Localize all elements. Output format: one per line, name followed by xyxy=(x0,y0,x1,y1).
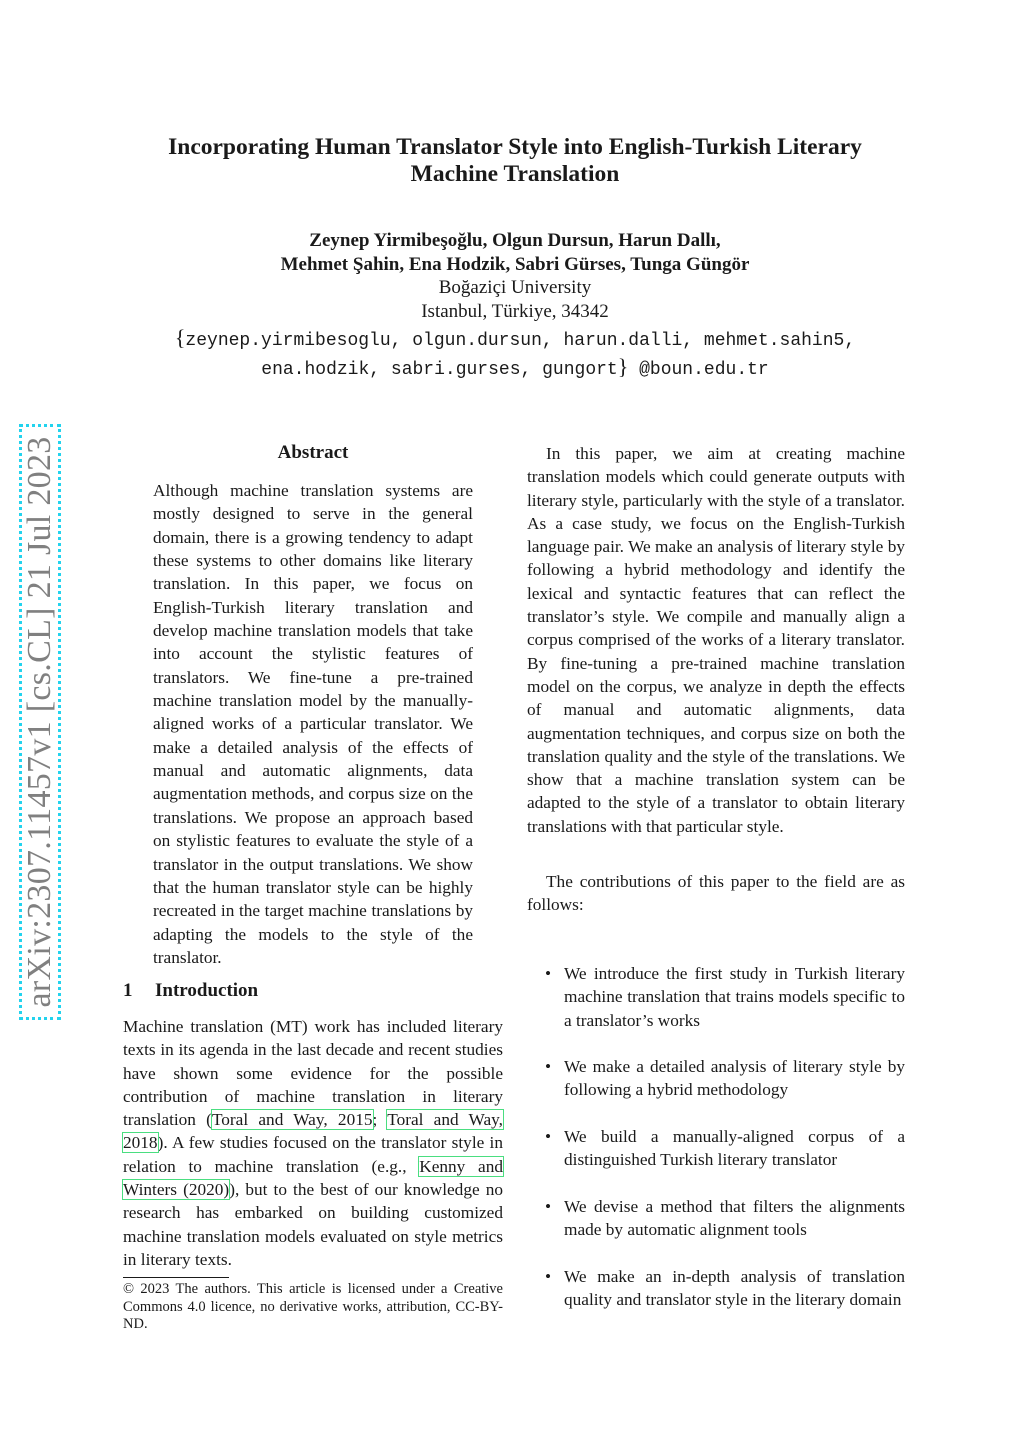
contribution-item xyxy=(545,1195,905,1242)
author-names-line-2: Mehmet Şahin, Ena Hodzik, Sabri Gürses, Tunga Güngör xyxy=(280,253,750,275)
citation-link[interactable]: Toral and Way, 2018 xyxy=(123,1110,503,1153)
affiliation: Boğaziçi University xyxy=(438,277,592,298)
author-emails xyxy=(100,325,930,383)
contribution-item xyxy=(545,962,905,1032)
address: Istanbul, Türkiye, 34342 xyxy=(421,300,609,322)
paper-title: Incorporating Human Translator Style into English-Turkish Literary Machine Translation xyxy=(168,134,862,187)
close-brace: } xyxy=(617,354,629,379)
emails-line-2: ena.hodzik, sabri.gurses, gungort xyxy=(261,360,618,380)
contribution-item xyxy=(545,1055,905,1102)
author-block xyxy=(150,229,880,323)
introduction-paragraph xyxy=(123,1015,503,1271)
intro-text-part: ). A few studies focused on the translator style in relation to machine translation (e.g., xyxy=(123,1133,503,1176)
right-column-paragraph-2: The contributions of this paper to the field are as follows: xyxy=(527,872,905,915)
contribution-text: We build a manually-aligned corpus of a distinguished Turkish literary translator xyxy=(564,1127,905,1170)
citation-separator: ; xyxy=(372,1110,388,1130)
footnote-rule xyxy=(123,1277,229,1278)
bullet-icon: • xyxy=(545,1127,552,1146)
section-number: 1 xyxy=(123,980,133,1001)
right-column-paragraph-1: In this paper, we aim at creating machine translation models which could generate outputs with literary style, particularly with the style of a translator. As a case study, we focus on the English-Turkish language pair. We make an analysis of literary style by following a hybrid methodology and identify the lexical and syntactic features that can reflect the translator’s style. We compile and manually align a corpus comprised of the works of a literary translator. By fine-tuning a pre-trained machine translation model on the corpus, we analyze in depth the effects of manual and automatic alignments, data augmentation techniques, and corpus size on both the translation quality and the style of the translations. We show that a machine translation system can be adapted to the style of a translator to obtain literary translations with that particular style. xyxy=(527,444,905,836)
citation-link[interactable]: Kenny and Winters (2020) xyxy=(123,1156,503,1200)
contribution-item xyxy=(545,1265,905,1312)
contribution-text: We make a detailed analysis of literary style by following a hybrid methodology xyxy=(564,1057,905,1100)
arxiv-stamp xyxy=(19,424,61,1020)
author-names-line-1: Zeynep Yirmibeşoğlu, Olgun Dursun, Harun Dallı, xyxy=(309,230,721,251)
footnote-license: © 2023 The authors. This article is licensed under a Creative Commons 4.0 licence, no derivative works, attribution, CC-BY-ND. xyxy=(123,1281,503,1332)
contribution-item xyxy=(545,1125,905,1172)
arxiv-identifier: arXiv:2307.11457v1 [cs.CL] 21 Jul 2023 xyxy=(21,436,58,1008)
contribution-text: We make an in-depth analysis of translation quality and translator style in the literary domain xyxy=(564,1267,905,1310)
intro-text-part: ), but to the best of our knowledge no research has embarked on building customized machine translation models evaluated on style metrics in literary texts. xyxy=(123,1180,504,1269)
open-brace: { xyxy=(174,325,186,350)
intro-text-part: Machine translation (MT) work has included literary texts in its agenda in the last decade and recent studies have shown some evidence for the possible contribution of machine translation in literary translation ( xyxy=(123,1017,503,1130)
abstract-heading: Abstract xyxy=(277,442,349,463)
contribution-text: We introduce the first study in Turkish literary machine translation that trains models specific to a translator’s works xyxy=(564,964,905,1030)
bullet-icon: • xyxy=(545,1057,552,1076)
section-heading-introduction xyxy=(123,980,258,1002)
abstract-text: Although machine translation systems are mostly designed to serve in the general domain, there is a growing tendency to adapt these systems to other domains like literary translation. In this paper, we focus on English-Turkish literary translation and develop machine translation models that take into account the stylistic features of translators. We fine-tune a pre-trained machine translation model by the manually-aligned works of a particular translator. We make a detailed analysis of the effects of manual and automatic alignments, data augmentation methods, and corpus size on the translations. We propose an approach based on stylistic features to evaluate the style of a translator in the output translations. We show that the human translator style can be highly recreated in the target machine translations by adapting the models to the style of the translator. xyxy=(153,481,473,967)
section-title: Introduction xyxy=(155,980,259,1001)
bullet-icon: • xyxy=(545,1197,552,1216)
citation-link[interactable]: Toral and Way, 2015 xyxy=(211,1110,373,1130)
email-domain: @boun.edu.tr xyxy=(628,360,769,380)
emails-line-1: zeynep.yirmibesoglu, olgun.dursun, harun.dalli, mehmet.sahin5, xyxy=(185,331,856,351)
contribution-text: We devise a method that filters the alignments made by automatic alignment tools xyxy=(564,1197,905,1240)
bullet-icon: • xyxy=(545,964,552,983)
bullet-icon: • xyxy=(545,1267,552,1286)
